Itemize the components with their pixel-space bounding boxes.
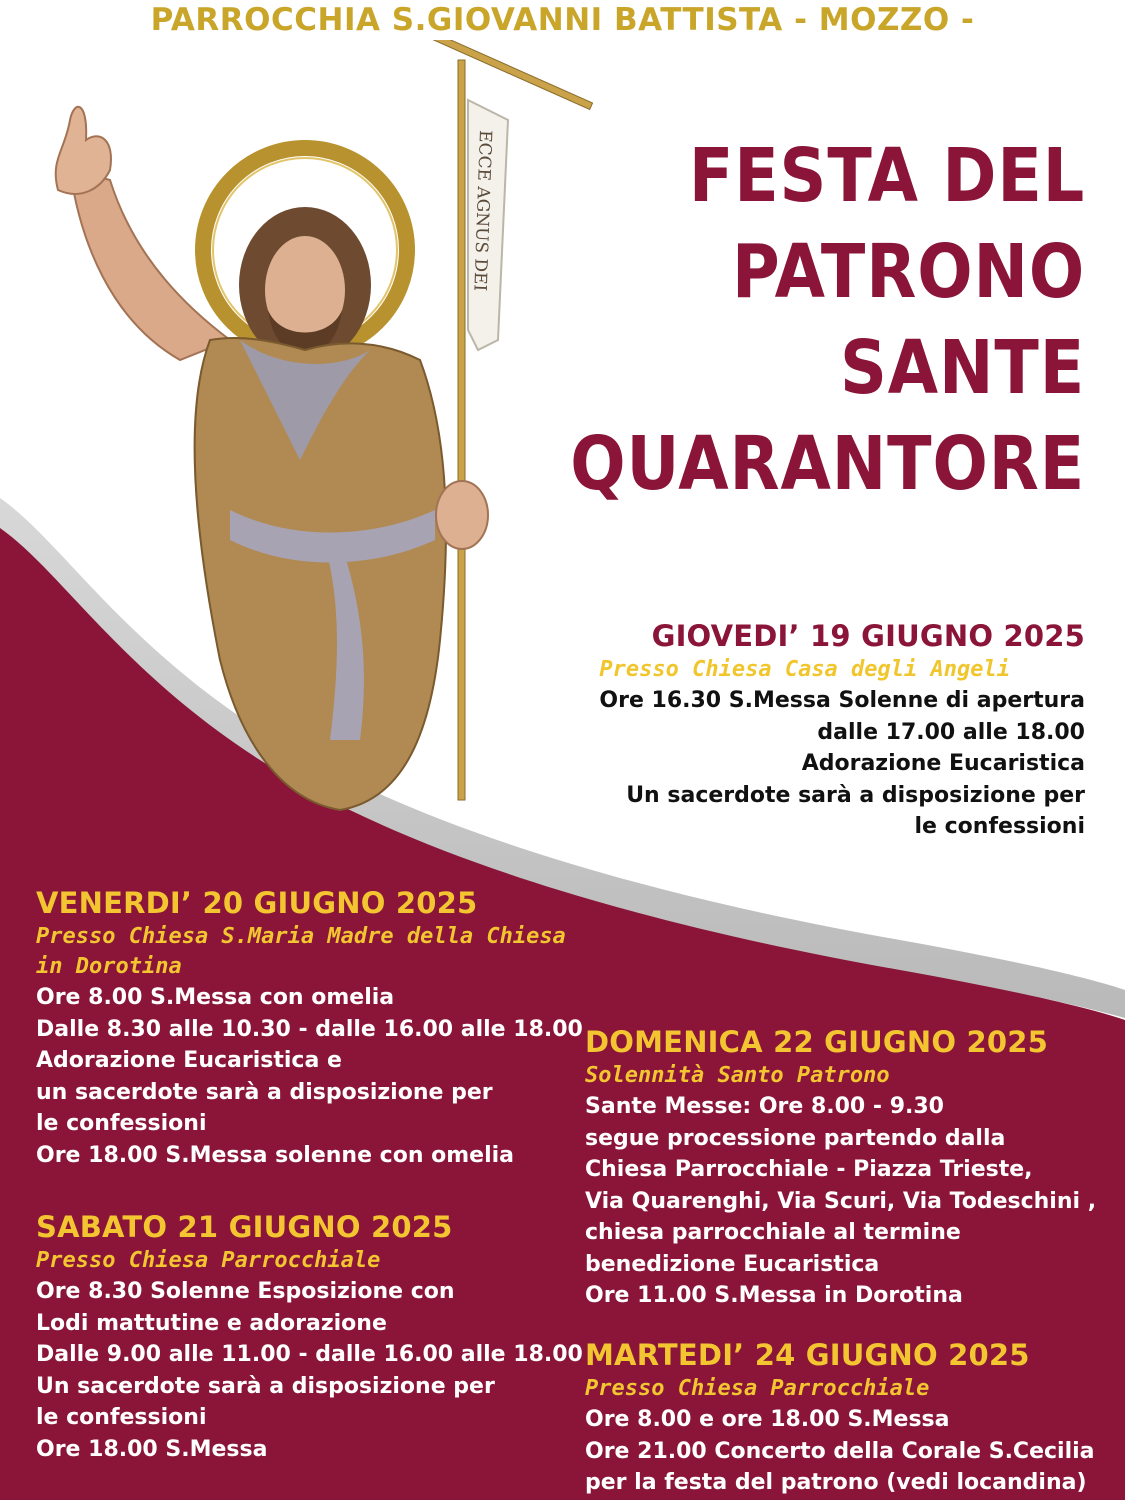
staff-pole (458, 60, 465, 800)
day-location: Presso Chiesa Casa degli Angeli (599, 657, 1010, 682)
schedule-line: Ore 18.00 S.Messa solenne con omelia (36, 1142, 515, 1168)
schedule-line: Un sacerdote sarà a disposizione per (626, 782, 1085, 808)
schedule-line: Adorazione Eucaristica e (36, 1048, 342, 1073)
day-date: GIOVEDI’ 19 GIUGNO 2025 (651, 619, 1085, 653)
day-date: SABATO 21 GIUGNO 2025 (36, 1210, 453, 1244)
schedule-line: Ore 8.30 Solenne Esposizione con (36, 1279, 455, 1304)
schedule-line: chiesa parrocchiale al termine (585, 1220, 961, 1245)
day-location: Presso Chiesa Parrocchiale (585, 1376, 930, 1401)
title-line: FESTA DEL (688, 133, 1085, 219)
schedule-thursday (599, 617, 1085, 843)
title-line: QUARANTORE (570, 421, 1085, 507)
day-location: in Dorotina (36, 954, 182, 979)
schedule-line: Ore 8.00 S.Messa con omelia (36, 985, 395, 1010)
schedule-line: Dalle 8.30 alle 10.30 - dalle 16.00 alle 18.00 (36, 1016, 583, 1042)
schedule-line: Ore 18.00 S.Messa (36, 1436, 268, 1462)
schedule-line: Adorazione Eucaristica (801, 751, 1085, 776)
day-date: DOMENICA 22 GIUGNO 2025 (585, 1025, 1049, 1059)
hand-on-staff (436, 481, 488, 549)
schedule-line: le confessioni (36, 1405, 207, 1430)
schedule-line: le confessioni (36, 1111, 207, 1136)
day-date: VENERDI’ 20 GIUGNO 2025 (36, 886, 478, 920)
schedule-line: Ore 16.30 S.Messa Solenne di apertura (599, 688, 1085, 713)
schedule-line: Via Quarenghi, Via Scuri, Via Todeschini , (585, 1188, 1097, 1214)
title-line: SANTE (839, 325, 1085, 411)
schedule-line: un sacerdote sarà a disposizione per (36, 1079, 493, 1105)
day-location: Solennità Santo Patrono (585, 1063, 890, 1088)
schedule-line: Ore 11.00 S.Messa in Dorotina (585, 1283, 963, 1308)
schedule-line: segue processione partendo dalla (585, 1125, 1006, 1151)
schedule-tuesday (585, 1336, 1095, 1499)
schedule-line: le confessioni (914, 814, 1085, 839)
schedule-line: per la festa del patrono (vedi locandina) (585, 1470, 1087, 1495)
saint-john-baptist-statue-icon (40, 40, 600, 820)
schedule-line: Chiesa Parrocchiale - Piazza Trieste, (585, 1157, 1033, 1182)
schedule-line: benedizione Eucaristica (585, 1251, 880, 1277)
title-line: PATRONO (731, 229, 1085, 315)
schedule-line: Un sacerdote sarà a disposizione per (36, 1373, 495, 1399)
schedule-line: dalle 17.00 alle 18.00 (817, 719, 1085, 745)
day-location: Presso Chiesa Parrocchiale (36, 1248, 381, 1273)
hand (56, 107, 111, 194)
cross-bar (398, 40, 593, 109)
schedule-line: Ore 8.00 e ore 18.00 S.Messa (585, 1407, 950, 1432)
day-date: MARTEDI’ 24 GIUGNO 2025 (585, 1338, 1030, 1372)
schedule-friday (36, 884, 583, 1171)
schedule-line: Sante Messe: Ore 8.00 - 9.30 (585, 1094, 944, 1119)
day-location: Presso Chiesa S.Maria Madre della Chiesa (36, 924, 566, 949)
schedule-sunday (585, 1023, 1096, 1312)
schedule-line: Lodi mattutine e adorazione (36, 1310, 387, 1336)
schedule-line: Dalle 9.00 alle 11.00 - dalle 16.00 alle 18.00 (36, 1342, 583, 1367)
banner-text: ECCE AGNUS DEI (469, 129, 495, 292)
parish-header: PARROCCHIA S.GIOVANNI BATTISTA - MOZZO - (150, 2, 975, 38)
schedule-saturday (36, 1208, 583, 1465)
schedule-line: Ore 21.00 Concerto della Corale S.Cecilia (585, 1438, 1095, 1464)
event-title (570, 128, 1085, 512)
